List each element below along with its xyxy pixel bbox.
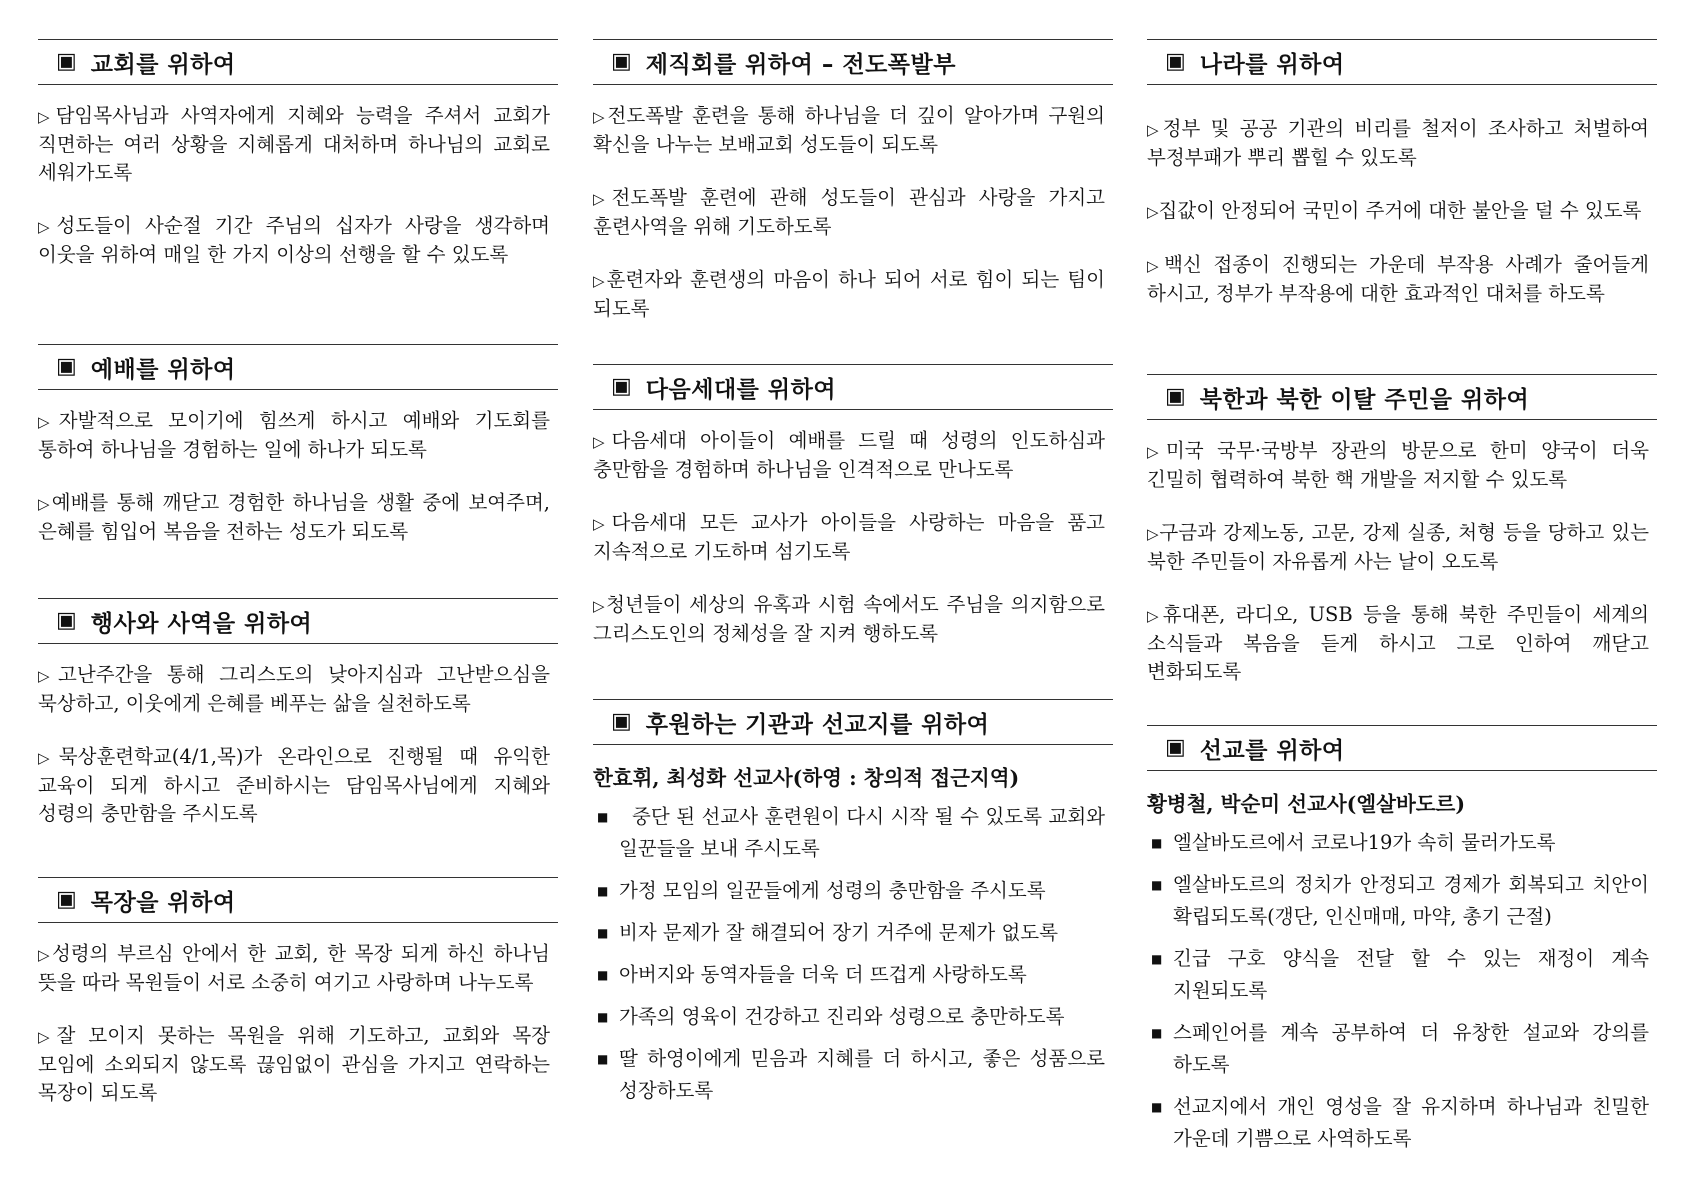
section-header: [38, 598, 558, 644]
square-in-square-icon: ▣: [56, 887, 77, 912]
triangle-right-icon: ▷: [1147, 121, 1163, 139]
section-header: [593, 39, 1113, 85]
triangle-right-icon: ▷: [593, 515, 612, 533]
list-item: ■ 비자 문제가 잘 해결되어 장기 거주에 문제가 없도록: [593, 917, 1105, 949]
prayer-item: ▷전도폭발 훈련에 관해 성도들이 관심과 사랑을 가지고 훈련사역을 위해 기도하도록: [593, 186, 1105, 238]
black-square-icon: ■: [597, 1052, 609, 1066]
square-in-square-icon: ▣: [1165, 49, 1186, 74]
triangle-right-icon: ▷: [38, 218, 57, 236]
black-square-icon: ■: [597, 926, 609, 940]
section-header: [1147, 374, 1657, 420]
prayer-item: ▷다음세대 모든 교사가 아이들을 사랑하는 마음을 품고 지속적으로 기도하며 섬기도록: [593, 511, 1105, 563]
triangle-right-icon: ▷: [38, 108, 56, 126]
section-header: [593, 699, 1113, 745]
list-item: ■ 가족의 영육이 건강하고 진리와 성령으로 충만하도록: [593, 1001, 1105, 1033]
triangle-right-icon: ▷: [593, 272, 607, 290]
prayer-item: ▷전도폭발 훈련을 통해 하나님을 더 깊이 알아가며 구원의 확신을 나누는 보배교회 성도들이 되도록: [593, 104, 1105, 156]
prayer-item: ▷자발적으로 모이기에 힘쓰게 하시고 예배와 기도회를 통하여 하나님을 경험하는 일에 하나가 되도록: [38, 409, 550, 461]
square-in-square-icon: ▣: [611, 709, 632, 734]
section-north-korea: [1147, 374, 1649, 686]
section-title: 선교를 위하여: [1199, 737, 1345, 764]
triangle-right-icon: ▷: [38, 667, 59, 685]
section-evangelism: [593, 39, 1105, 323]
section-header: [38, 344, 558, 390]
section-nation: [1147, 39, 1649, 308]
prayer-item: ▷묵상훈련학교(4/1,목)가 온라인으로 진행될 때 유익한 교육이 되게 하시고 준비하시는 담임목사님에게 지혜와 성령의 충만함을 주시도록: [38, 745, 550, 825]
square-in-square-icon: ▣: [56, 608, 77, 633]
section-title: 나라를 위하여: [1199, 51, 1345, 78]
prayer-item: ▷훈련자와 훈련생의 마음이 하나 되어 서로 힘이 되는 팀이 되도록: [593, 268, 1105, 320]
section-title: 목장을 위하여: [90, 889, 236, 916]
prayer-item: ▷성령의 부르심 안에서 한 교회, 한 목장 되게 하신 하나님 뜻을 따라 목원들이 서로 소중히 여기고 사랑하며 나누도록: [38, 942, 550, 994]
black-square-icon: ■: [1151, 836, 1163, 850]
triangle-right-icon: ▷: [593, 108, 608, 126]
prayer-bullet-list: [593, 801, 1112, 1107]
section-title: 북한과 북한 이탈 주민을 위하여: [1199, 386, 1530, 413]
section-title: 행사와 사역을 위하여: [90, 610, 313, 637]
square-in-square-icon: ▣: [1165, 384, 1186, 409]
triangle-right-icon: ▷: [1147, 525, 1160, 543]
list-item: ■ 엘살바도르에서 코로나19가 속히 물러가도록: [1147, 827, 1649, 859]
list-item: ■ 딸 하영이에게 믿음과 지혜를 더 하시고, 좋은 성품으로 성장하도록: [593, 1043, 1105, 1107]
section-title: 후원하는 기관과 선교지를 위하여: [645, 711, 990, 738]
prayer-item: ▷청년들이 세상의 유혹과 시험 속에서도 주님을 의지함으로 그리스도인의 정체성을 잘 지켜 행하도록: [593, 593, 1105, 645]
prayer-item: ▷휴대폰, 라디오, USB 등을 통해 북한 주민들이 세계의 소식들과 복음을 듣게 하시고 그로 인하여 깨닫고 변화되도록: [1147, 603, 1649, 683]
missionary-name: 황병철, 박순미 선교사(엘살바도르): [1147, 792, 1466, 816]
square-in-square-icon: ▣: [1165, 735, 1186, 760]
triangle-right-icon: ▷: [593, 597, 607, 615]
black-square-icon: ■: [1151, 1100, 1163, 1114]
triangle-right-icon: ▷: [38, 1028, 57, 1046]
triangle-right-icon: ▷: [38, 946, 52, 964]
section-header: [38, 39, 558, 85]
section-header: [1147, 725, 1657, 771]
black-square-icon: ■: [1151, 878, 1163, 892]
triangle-right-icon: ▷: [593, 190, 612, 208]
square-in-square-icon: ▣: [611, 374, 632, 399]
triangle-right-icon: ▷: [1147, 443, 1166, 461]
list-item: ■ 아버지와 동역자들을 더욱 더 뜨겁게 사랑하도록: [593, 959, 1105, 991]
prayer-item: ▷집값이 안정되어 국민이 주거에 대한 불안을 덜 수 있도록: [1147, 199, 1642, 222]
black-square-icon: ■: [597, 1010, 609, 1024]
list-item: ■ 긴급 구호 양식을 전달 할 수 있는 재정이 계속 지원되도록: [1147, 943, 1649, 1007]
prayer-item: ▷성도들이 사순절 기간 주님의 십자가 사랑을 생각하며 이웃을 위하여 매일 한 가지 이상의 선행을 할 수 있도록: [38, 214, 550, 266]
list-item: ■ 스페인어를 계속 공부하여 더 유창한 설교와 강의를 하도록: [1147, 1017, 1649, 1081]
section-next-generation: [593, 364, 1105, 648]
black-square-icon: ■: [1151, 1026, 1163, 1040]
triangle-right-icon: ▷: [1147, 607, 1163, 625]
section-missions-support: [593, 699, 1112, 1107]
square-in-square-icon: ▣: [56, 49, 77, 74]
missionary-name: 한효휘, 최성화 선교사(하영 : 창의적 접근지역): [593, 766, 1020, 790]
square-in-square-icon: ▣: [611, 49, 632, 74]
triangle-right-icon: ▷: [1147, 203, 1159, 221]
prayer-item: ▷다음세대 아이들이 예배를 드릴 때 성령의 인도하심과 충만함을 경험하며 하나님을 인격적으로 만나도록: [593, 429, 1105, 481]
prayer-bullet-list: [1147, 827, 1649, 1155]
black-square-icon: ■: [597, 810, 609, 824]
section-header: [38, 877, 558, 923]
prayer-item: ▷예배를 통해 깨닫고 경험한 하나님을 생활 중에 보여주며, 은혜를 힘입어 복음을 전하는 성도가 되도록: [38, 491, 550, 543]
triangle-right-icon: ▷: [1147, 257, 1165, 275]
prayer-item: ▷구금과 강제노동, 고문, 강제 실종, 처형 등을 당하고 있는 북한 주민들이 자유롭게 사는 날이 오도록: [1147, 521, 1649, 573]
black-square-icon: ■: [597, 968, 609, 982]
section-events: [38, 598, 550, 828]
section-worship: [38, 344, 550, 546]
section-title: 제직회를 위하여 – 전도폭발부: [645, 51, 956, 78]
list-item: ■ 선교지에서 개인 영성을 잘 유지하며 하나님과 친밀한 가운데 기쁨으로 사역하도록: [1147, 1091, 1649, 1155]
prayer-item: ▷미국 국무·국방부 장관의 방문으로 한미 양국이 더욱 긴밀히 협력하여 북한 핵 개발을 저지할 수 있도록: [1147, 439, 1649, 491]
black-square-icon: ■: [1151, 952, 1163, 966]
black-square-icon: ■: [597, 884, 609, 898]
prayer-item: ▷담임목사님과 사역자에게 지혜와 능력을 주셔서 교회가 직면하는 여러 상황을 지혜롭게 대처하며 하나님의 교회로 세워가도록: [38, 104, 550, 184]
square-in-square-icon: ▣: [56, 354, 77, 379]
section-title: 예배를 위하여: [90, 356, 236, 383]
prayer-item: ▷백신 접종이 진행되는 가운데 부작용 사례가 줄어들게 하시고, 정부가 부작용에 대한 효과적인 대처를 하도록: [1147, 253, 1649, 305]
triangle-right-icon: ▷: [38, 749, 59, 767]
section-missions: [1147, 725, 1649, 1155]
section-header: [593, 364, 1113, 410]
section-cell-group: [38, 877, 550, 1107]
list-item: ■ 가정 모임의 일꾼들에게 성령의 충만함을 주시도록: [593, 875, 1105, 907]
prayer-item: ▷정부 및 공공 기관의 비리를 철저이 조사하고 처벌하여 부정부패가 뿌리 뽑힐 수 있도록: [1147, 117, 1649, 169]
section-header: [1147, 39, 1657, 85]
section-title: 교회를 위하여: [90, 51, 236, 78]
section-title: 다음세대를 위하여: [645, 376, 837, 403]
list-item: ■ 엘살바도르의 정치가 안정되고 경제가 회복되고 치안이 확립되도록(갱단, 인신매매, 마약, 총기 근절): [1147, 869, 1649, 933]
triangle-right-icon: ▷: [38, 413, 59, 431]
section-church: [38, 39, 550, 269]
prayer-item: ▷잘 모이지 못하는 목원을 위해 기도하고, 교회와 목장 모임에 소외되지 않도록 끊임없이 관심을 가지고 연락하는 목장이 되도록: [38, 1024, 550, 1104]
prayer-item: ▷고난주간을 통해 그리스도의 낮아지심과 고난받으심을 묵상하고, 이웃에게 은혜를 베푸는 삶을 실천하도록: [38, 663, 551, 715]
triangle-right-icon: ▷: [38, 495, 52, 513]
triangle-right-icon: ▷: [593, 433, 612, 451]
list-item: ■ 중단 된 선교사 훈련원이 다시 시작 될 수 있도록 교회와 일꾼들을 보내 주시도록: [593, 801, 1105, 865]
